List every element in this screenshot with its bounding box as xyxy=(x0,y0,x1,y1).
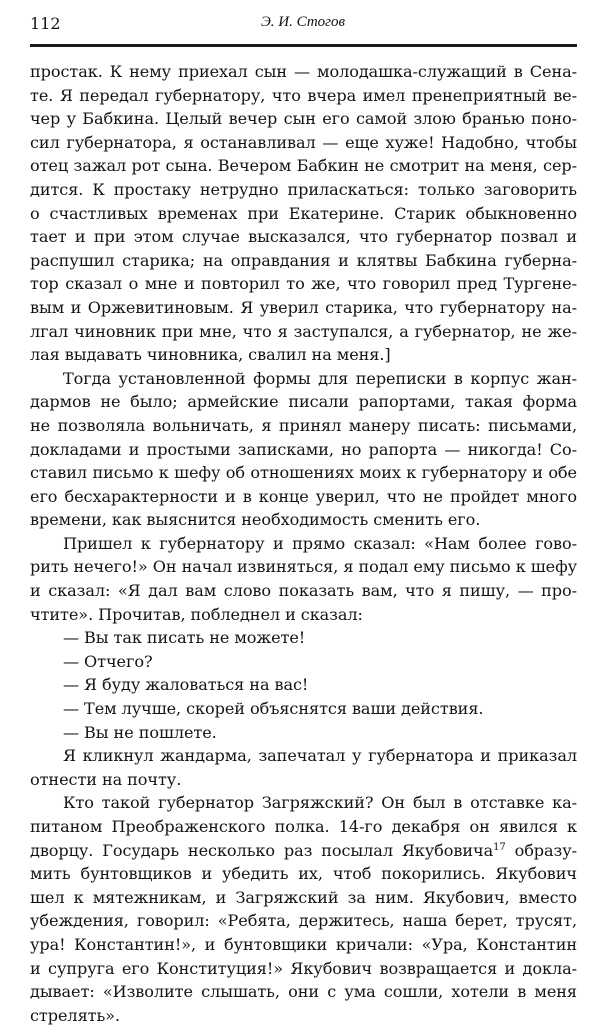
text-line xyxy=(30,957,577,981)
line-text: стрелять». xyxy=(30,1005,120,1025)
line-text: Тогда установленной формы для переписки в корпус жан- xyxy=(63,368,577,388)
line-text: тор сказал о мне и повторил то же, что говорил пред Тургене- xyxy=(30,274,577,294)
text-line xyxy=(30,744,577,768)
text-line xyxy=(30,84,577,108)
text-line xyxy=(30,721,577,745)
line-text: питаном Преображенского полка. 14-го декабря он явился к xyxy=(30,817,577,836)
line-text: о счастливых временах при Екатерине. Старик обыкновенно xyxy=(30,203,577,223)
line-text: лая выдавать чиновника, свалил на меня.] xyxy=(30,345,391,365)
running-head: Э. И. Стогов xyxy=(260,14,346,30)
line-text: Я кликнул жандарма, запечатал у губернатора и приказал xyxy=(63,746,577,766)
line-text: убеждения, говорил: «Ребята, держитесь, наша берет, трусят, xyxy=(30,911,577,931)
text-line xyxy=(30,886,577,910)
text-line xyxy=(30,367,577,391)
header-rule xyxy=(30,44,577,47)
line-text: — Вы так писать не можете! xyxy=(63,628,306,648)
line-text: ура! Константин!», и бунтовщики кричали: «Ура, Константин xyxy=(30,934,577,954)
line-text: дворцу. Государь несколько раз посылал Якубовича xyxy=(30,840,494,860)
text-line xyxy=(30,296,577,320)
text-line xyxy=(30,626,577,650)
line-text: — Вы не пошлете. xyxy=(63,722,217,742)
line-text: мить бунтовщиков и убедить их, чтоб покорились. Якубович xyxy=(30,864,577,884)
text-line xyxy=(30,980,577,1004)
body-text xyxy=(30,60,577,1027)
text-line xyxy=(30,532,577,556)
line-text: отнести на почту. xyxy=(30,769,182,789)
line-text: не позволяла вольничать, я принял манеру писать: письмами, xyxy=(30,415,577,435)
line-text: тает и при этом случае высказался, что губернатор позвал и xyxy=(30,227,577,247)
line-text: Кто такой губернатор Загряжский? Он был в отставке ка- xyxy=(63,793,577,813)
text-line xyxy=(30,320,577,344)
text-line xyxy=(30,131,577,155)
line-text: сил губернатора, я останавливал — еще хуже! Надобно, чтобы xyxy=(30,132,577,152)
line-text: ставил письмо к шефу об отношениях моих к губернатору и обе xyxy=(30,463,577,483)
text-line xyxy=(30,697,577,721)
line-text: — Я буду жаловаться на вас! xyxy=(63,675,309,695)
line-text: те. Я передал губернатору, что вчера имел пренеприятный ве- xyxy=(30,85,577,105)
line-text: чтите». Прочитав, побледнел и сказал: xyxy=(30,604,363,624)
text-line xyxy=(30,839,577,863)
text-line xyxy=(30,508,577,532)
text-line xyxy=(30,933,577,957)
line-text: — Тем лучше, скорей объяснятся ваши действия. xyxy=(63,699,484,719)
text-line xyxy=(30,555,577,579)
line-text: и сказал: «Я дал вам слово показать вам, что я пишу, — про- xyxy=(30,581,577,601)
footnote-marker: 17 xyxy=(493,841,506,853)
text-line xyxy=(30,650,577,674)
text-line xyxy=(30,272,577,296)
text-line xyxy=(30,461,577,485)
line-text: рить нечего!» Он начал извиняться, я подал ему письмо к шефу xyxy=(30,557,577,577)
line-text-continued: образу- xyxy=(505,840,577,860)
text-line xyxy=(30,579,577,603)
line-text: времени, как выяснится необходимость сменить его. xyxy=(30,510,481,530)
line-text: лгал чиновник при мне, что я заступался, а губернатор, не же- xyxy=(30,321,577,341)
line-text: — Отчего? xyxy=(63,651,153,671)
text-line xyxy=(30,862,577,886)
text-line xyxy=(30,225,577,249)
text-line xyxy=(30,249,577,273)
line-text: вым и Оржевитиновым. Я уверил старика, что губернатору на- xyxy=(30,297,577,317)
text-line xyxy=(30,343,577,367)
line-text: дится. К простаку нетрудно приласкаться: только заговорить xyxy=(30,179,577,199)
text-line xyxy=(30,438,577,462)
text-line xyxy=(30,485,577,509)
text-line xyxy=(30,107,577,131)
text-line xyxy=(30,603,577,627)
text-line xyxy=(30,673,577,697)
text-line xyxy=(30,390,577,414)
line-text: шел к мятежникам, и Загряжский за ним. Якубович, вместо xyxy=(30,887,577,907)
line-text: докладами и простыми записками, но рапорта — никогда! Со- xyxy=(30,439,577,459)
line-text: Пришел к губернатору и прямо сказал: «Нам более гово- xyxy=(63,533,577,553)
line-text: простак. К нему приехал сын — молодашка-служащий в Сена- xyxy=(30,62,577,81)
line-text: чер у Бабкина. Целый вечер сын его самой злою бранью поно- xyxy=(30,109,577,129)
text-line xyxy=(30,1004,577,1027)
line-text: дывает: «Изволите слышать, они с ума сошли, хотели в меня xyxy=(30,982,577,1002)
text-line xyxy=(30,202,577,226)
line-text: его бесхарактерности и в конце уверил, что не пройдет много xyxy=(30,486,577,506)
text-line xyxy=(30,768,577,792)
text-line xyxy=(30,791,577,815)
text-line xyxy=(30,815,577,839)
text-line xyxy=(30,178,577,202)
text-line xyxy=(30,60,577,84)
line-text: и супруга его Конституция!» Якубович возвращается и доклa- xyxy=(30,958,577,978)
text-line xyxy=(30,909,577,933)
page-header xyxy=(30,14,576,34)
text-line xyxy=(30,414,577,438)
line-text: отец зажал рот сына. Вечером Бабкин не смотрит на меня, сер- xyxy=(30,156,577,176)
line-text: распушил старика; на оправдания и клятвы Бабкина губерна- xyxy=(30,250,577,270)
text-line xyxy=(30,154,577,178)
line-text: дармов не было; армейские писали рапортами, такая форма xyxy=(30,392,577,412)
page-number: 112 xyxy=(30,14,61,33)
